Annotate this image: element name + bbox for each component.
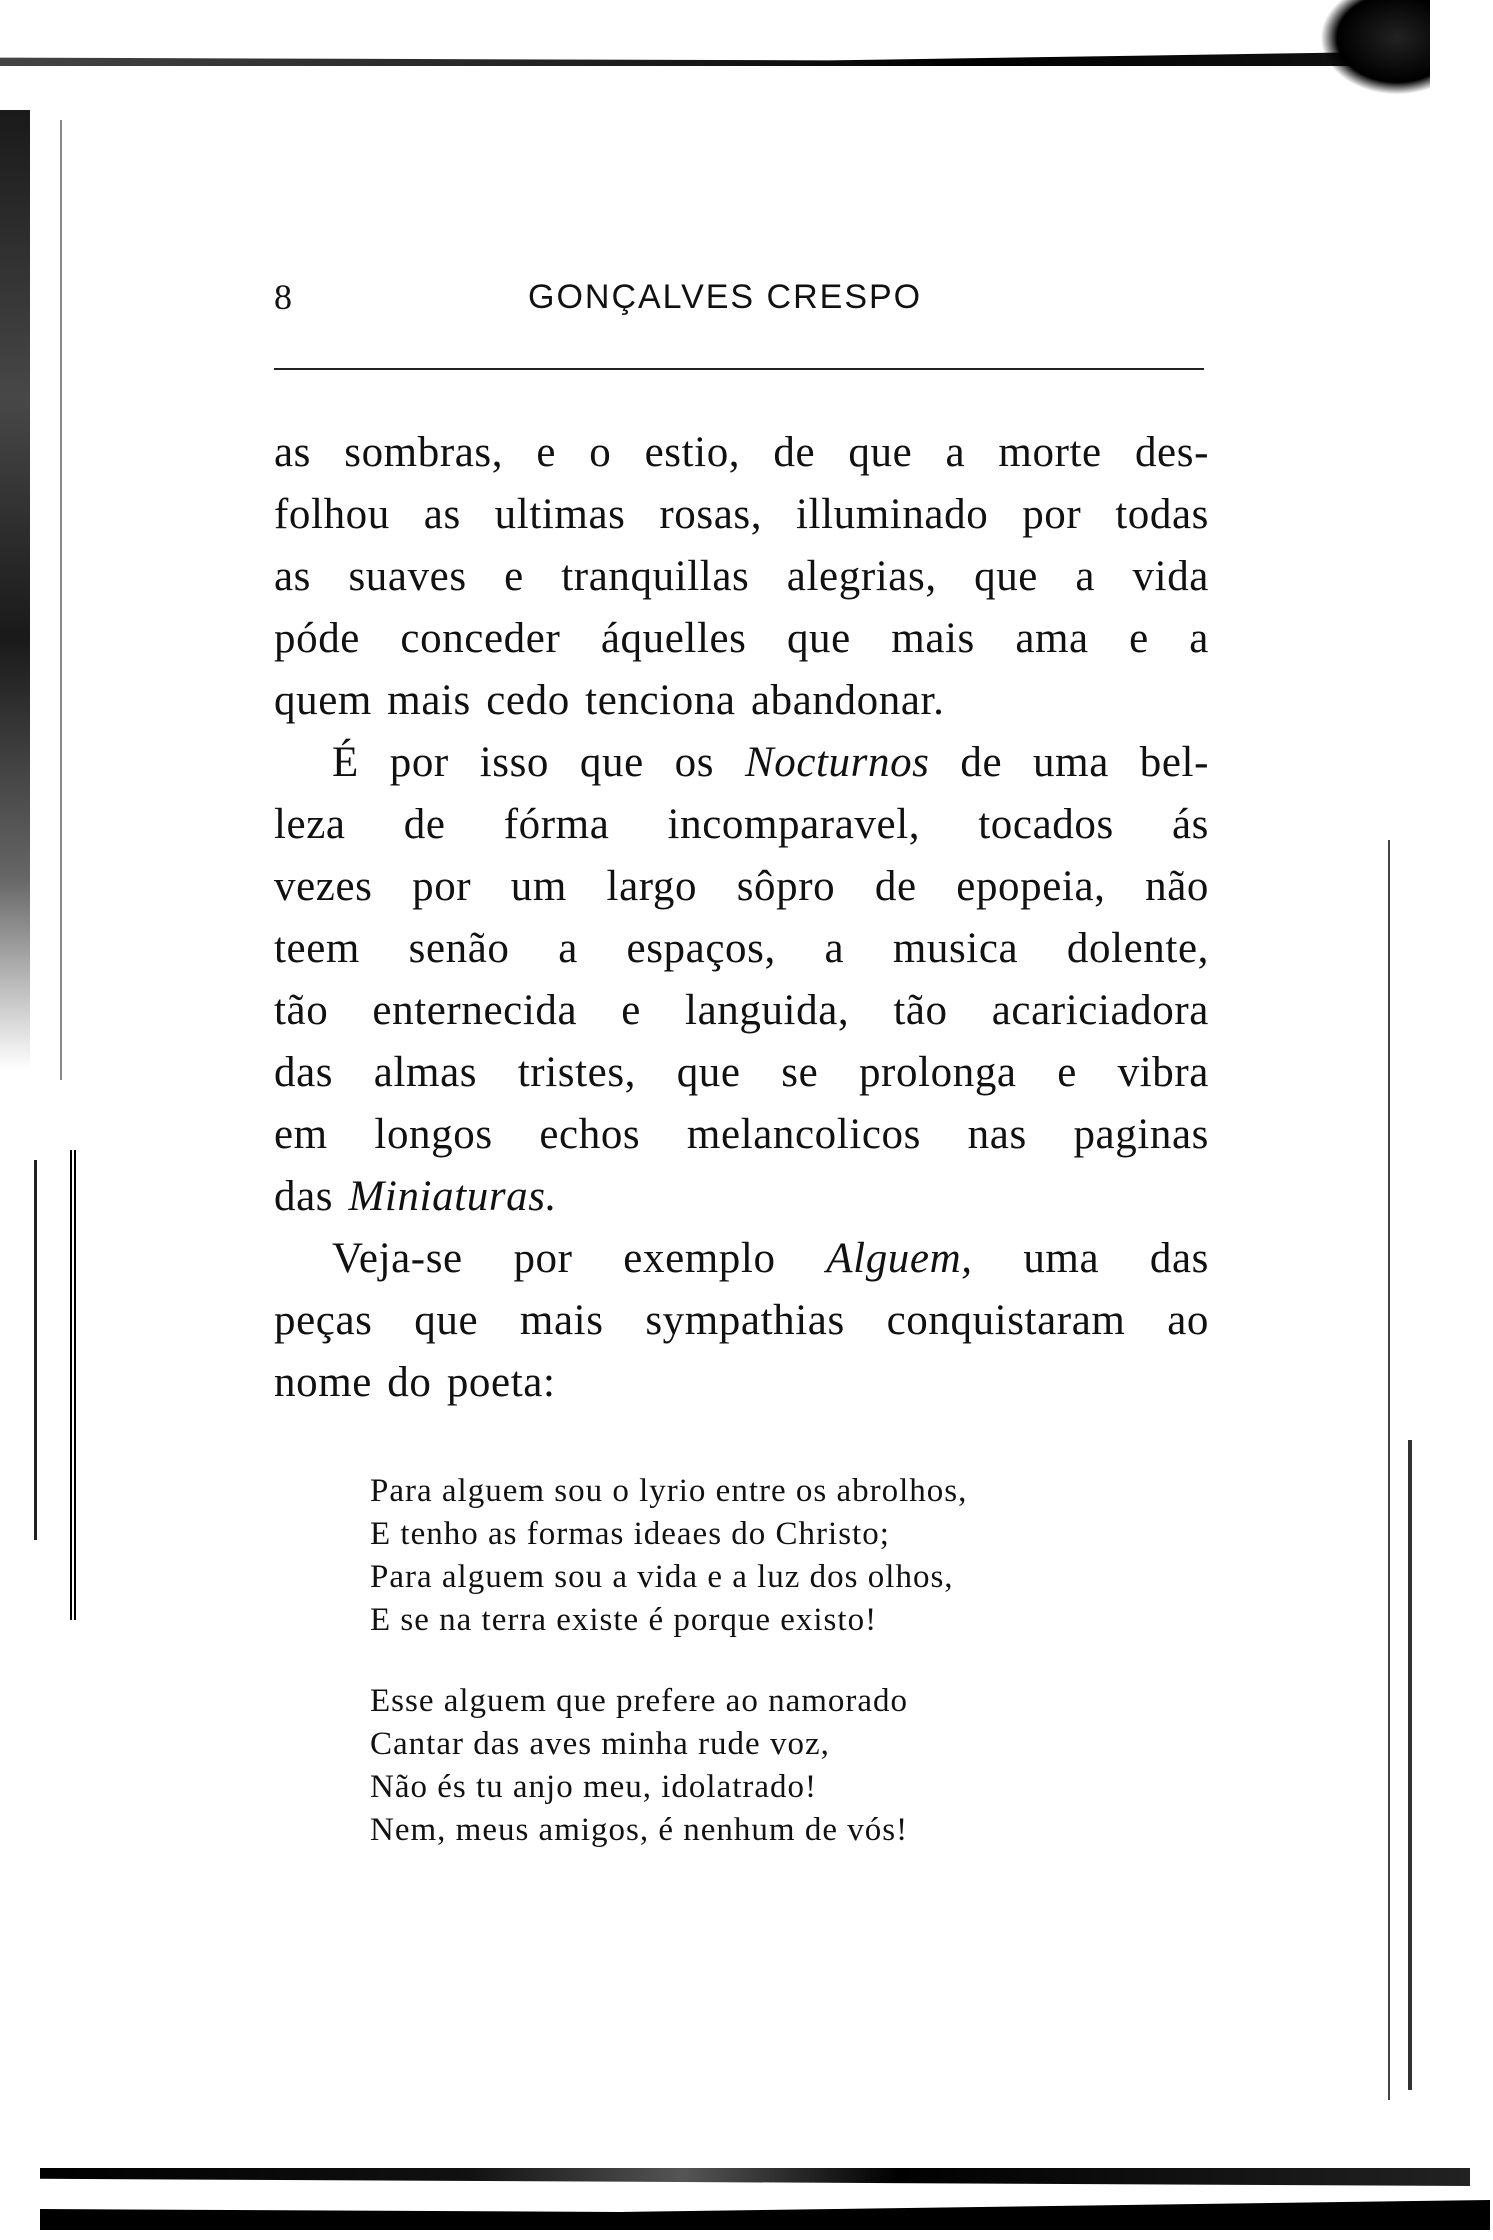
verse-line: Nem, meus amigos, é nenhum de vós! [370, 1812, 909, 1848]
text-segment: de uma bel- [960, 739, 1209, 786]
text-line: peças que mais sympathias conquistaram ao [274, 1297, 1209, 1344]
text-line: as sombras, e o estio, de que a morte des- [274, 429, 1209, 476]
scan-edge-bottom [40, 2200, 1490, 2230]
text-segment: Veja-se por exemplo [332, 1235, 776, 1282]
verse-line: E se na terra existe é porque existo! [370, 1602, 878, 1638]
text-line: leza de fórma incomparavel, tocados ás [274, 801, 1209, 848]
verse-line: Para alguem sou o lyrio entre os abrolhos, [370, 1473, 968, 1509]
running-head [274, 272, 1204, 322]
scan-edge-top [0, 52, 1380, 66]
text-line: teem senão a espaços, a musica dolente, [274, 925, 1209, 972]
italic-title: Nocturnos [744, 739, 930, 786]
page-number: 8 [274, 277, 292, 317]
verse-line: Para alguem sou a vida e a luz dos olhos, [370, 1559, 954, 1595]
scan-edge-line [60, 120, 62, 1080]
poem-stanza [370, 1470, 967, 1642]
text-line [274, 1228, 1209, 1290]
verse-line: Não és tu anjo meu, idolatrado! [370, 1769, 818, 1805]
scan-edge-bottom [40, 2168, 1470, 2186]
header-rule [274, 368, 1204, 370]
scan-edge-right [1388, 840, 1390, 2100]
scan-edge-corner [1320, 0, 1430, 95]
italic-title: Alguem, [826, 1235, 973, 1282]
text-segment: das [274, 1173, 334, 1220]
text-segment: É por isso que os [332, 739, 715, 786]
scan-edge-line [34, 1160, 37, 1540]
text-line [274, 1166, 1209, 1228]
text-line: póde conceder áquelles que mais ama e a [274, 615, 1209, 662]
text-line: vezes por um largo sôpro de epopeia, não [274, 863, 1209, 910]
text-line: folhou as ultimas rosas, illuminado por todas [274, 491, 1209, 538]
text-line: em longos echos melancolicos nas paginas [274, 1111, 1209, 1158]
text-line: tão enternecida e languida, tão acariciadora [274, 987, 1209, 1034]
poem-quotation [370, 1470, 967, 1852]
italic-title: Miniaturas. [348, 1173, 557, 1220]
text-segment: uma das [1023, 1235, 1209, 1282]
scan-edge-left [0, 110, 30, 1070]
text-line: das almas tristes, que se prolonga e vibra [274, 1049, 1209, 1096]
running-title: GONÇALVES CRESPO [528, 278, 923, 316]
poem-stanza [370, 1680, 967, 1852]
text-line: quem mais cedo tenciona abandonar. [274, 677, 945, 724]
scan-edge-line [70, 1150, 78, 1620]
text-line: as suaves e tranquillas alegrias, que a vida [274, 553, 1209, 600]
verse-line: E tenho as formas ideaes do Christo; [370, 1516, 890, 1552]
verse-line: Cantar das aves minha rude voz, [370, 1726, 830, 1762]
text-line: nome do poeta: [274, 1359, 556, 1406]
body-text [274, 422, 1209, 1414]
verse-line: Esse alguem que prefere ao namorado [370, 1683, 909, 1719]
text-line [274, 732, 1209, 794]
scan-edge-right [1408, 1440, 1412, 2090]
